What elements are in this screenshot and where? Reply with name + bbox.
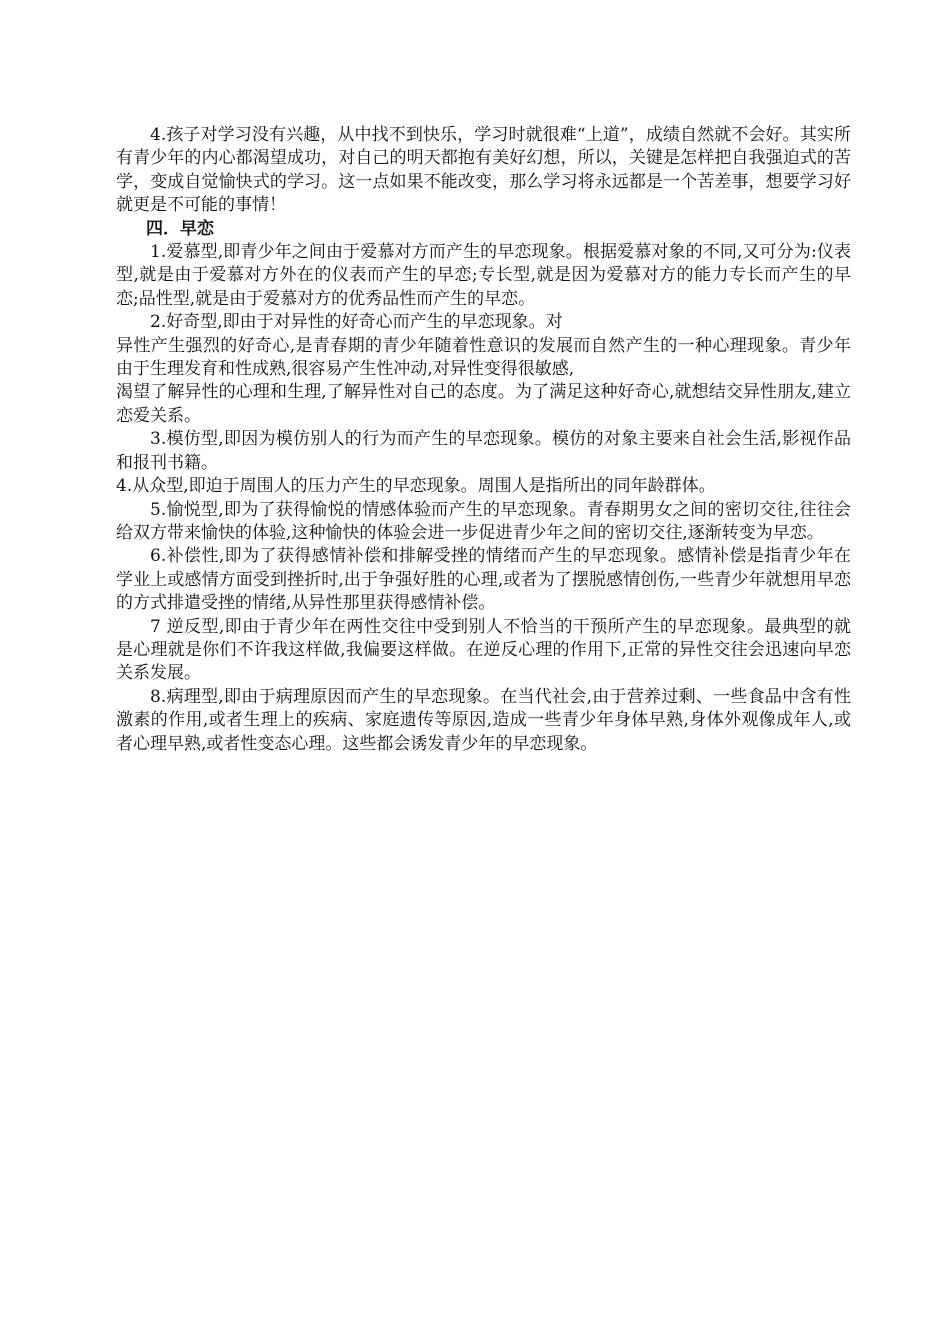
paragraph-pathology-type: 8.病理型,即由于病理原因而产生的早恋现象。在当代社会,由于营养过剩、一些食品中含有性激素的作用,或者生理上的疾病、家庭遗传等原因,造成一些青少年身体早熟,身体外观像成年人,或者心理早熟,或者性变态心理。这些都会诱发青少年的早恋现象。	[116, 686, 851, 754]
paragraph-pleasure-type: 5.愉悦型,即为了获得愉悦的情感体验而产生的早恋现象。青春期男女之间的密切交往,往往会给双方带来愉快的体验,这种愉快的体验会进一步促进青少年之间的密切交往,逐渐转变为早恋。	[116, 499, 851, 543]
paragraph-rebellion-type: 7 逆反型,即由于青少年在两性交往中受到别人不恰当的干预所产生的早恋现象。最典型的就是心理就是你们不许我这样做,我偏要这样做。在逆反心理的作用下,正常的异性交往会迅速向早恋关系发展。	[116, 616, 851, 684]
paragraph-curiosity-type-line1: 2.好奇型,即由于对异性的好奇心而产生的早恋现象。对	[150, 312, 563, 333]
paragraph-admiration-type: 1.爱慕型,即青少年之间由于爱慕对方而产生的早恋现象。根据爱慕对象的不同,又可分为:仪表型,就是由于爱慕对方外在的仪表而产生的早恋;专长型,就是因为爱慕对方的能力专长而产生的早恋;品性型,就是由于爱慕对方的优秀品性而产生的早恋。	[116, 242, 851, 309]
section-heading-early-love: 四．早恋	[146, 218, 214, 239]
paragraph-curiosity-type-line3: 渴望了解异性的心理和生理,了解异性对自己的态度。为了满足这种好奇心,就想结交异性朋友,建立恋爱关系。	[116, 382, 851, 426]
document-page	[116, 124, 851, 756]
paragraph-study-interest: 4.孩子对学习没有兴趣，从中找不到快乐，学习时就很难“上道”，成绩自然就不会好。其实所有青少年的内心都渴望成功，对自己的明天都抱有美好幻想，所以，关键是怎样把自我强迫式的苦学，变成自觉愉快式的学习。这一点如果不能改变，那么学习将永远都是一个苦差事，想要学习好就更是不可能的事情！	[116, 125, 851, 216]
paragraph-compensation-type: 6.补偿性,即为了获得感情补偿和排解受挫的情绪而产生的早恋现象。感情补偿是指青少年在学业上或感情方面受到挫折时,出于争强好胜的心理,或者为了摆脱感情创伤,一些青少年就想用早恋的方式排遣受挫的情绪,从异性那里获得感情补偿。	[116, 546, 851, 614]
paragraph-curiosity-type-line2: 异性产生强烈的好奇心,是青春期的青少年随着性意识的发展而自然产生的一种心理现象。青少年由于生理发育和性成熟,很容易产生性冲动,对异性变得很敏感,	[116, 335, 851, 380]
paragraph-imitation-type: 3.模仿型,即因为模仿别人的行为而产生的早恋现象。模仿的对象主要来自社会生活,影视作品和报刊书籍。	[116, 429, 851, 473]
paragraph-conformity-type: 4.从众型,即迫于周围人的压力产生的早恋现象。周围人是指所出的同年龄群体。	[116, 476, 716, 497]
